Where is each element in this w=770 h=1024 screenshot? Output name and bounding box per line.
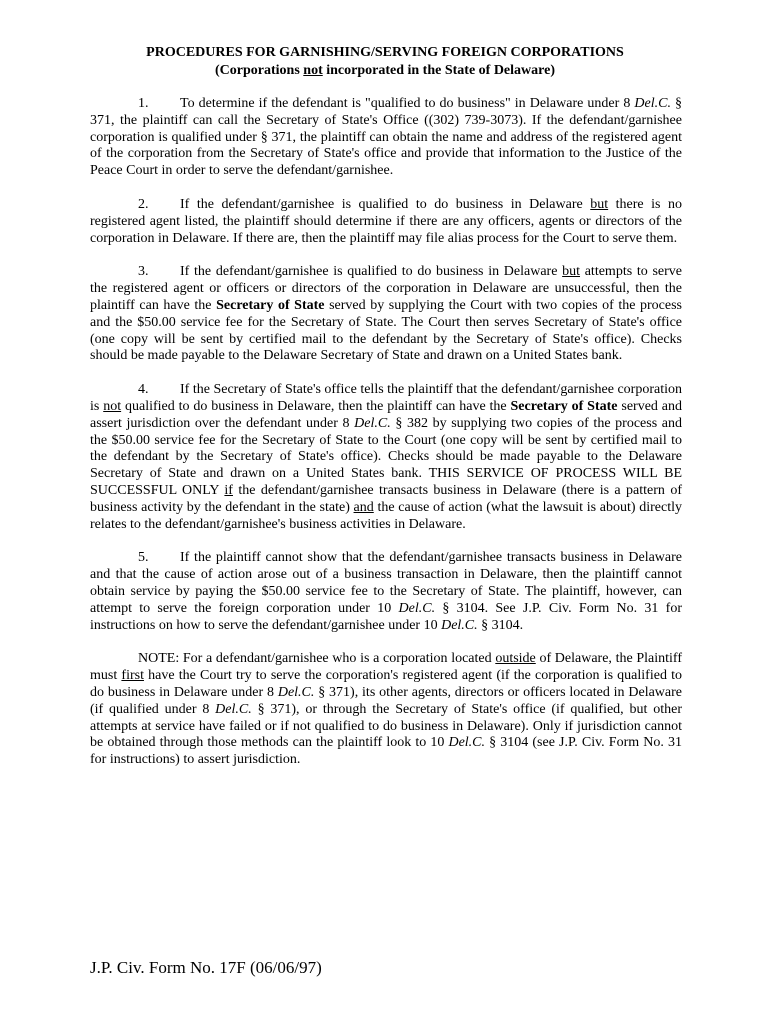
document-title (0, 44, 770, 80)
paragraph-text-segment: If the defendant/garnishee is qualified to do business in Delaware (180, 264, 563, 280)
paragraph-text-segment: Secretary of State (510, 398, 618, 414)
paragraph-text-segment: have the Court try to serve the corporation's registered agent (if the corporation is qualified to do business in Delaware under 8 (90, 668, 682, 700)
paragraph-text-segment: and (353, 499, 374, 515)
paragraph-text-segment: of Delaware, the Plaintiff must (90, 651, 682, 684)
paragraph-1 (90, 96, 682, 180)
paragraph-2 (90, 197, 682, 247)
paragraph-text-segment: the cause of action (what the lawsuit is about) directly relates to the defendant/garnishee's business activities in Delaware. (90, 499, 682, 532)
paragraph-text-segment: If the plaintiff cannot show that the defendant/garnishee transacts business in Delaware and that the cause of action arose out of a business transaction in Delaware, then the plaintiff cannot obtain service by paying the $50.00 service fee to the Secretary of State. The plaintiff, however, can attempt to serve the foreign corporation under 10 (90, 550, 682, 616)
paragraph-text-segment: § 3104. See J.P. Civ. Form No. 31 for instructions on how to serve the defendant/garnishee under 10 (90, 600, 682, 633)
paragraph-text-segment: To determine if the defendant is "qualified to do business" in Delaware under 8 (180, 96, 635, 111)
paragraph-text-segment: § 382 by supplying two copies of the process and the $50.00 service fee for the Secretary of State to the Court (one copy will be sent by certified mail to the defendant by the Secretary of State's office). Checks should be made payable to the Delaware Secretary of State and drawn on a United States bank. THIS SERVICE OF PROCESS WILL BE SUCCESSFUL ONLY (90, 415, 682, 498)
paragraph-text-segment: Del.C. (277, 684, 315, 700)
paragraph-text-segment: qualified to do business in Delaware, then the plaintiff can have the (121, 398, 511, 414)
paragraph-text-segment: If the Secretary of State's office tells the plaintiff that the defendant/garnishee corporation is (90, 382, 682, 414)
paragraph-text-segment: but (590, 196, 609, 212)
paragraph-text-segment: § 371, the plaintiff can call the Secretary of State's Office ((302) 739-3073). If the defendant/garnishee corporation is qualified under § 371, the plaintiff can obtain the name and address of the registered agent of the corporation from the Secretary of State's office and provide that information to the Justice of the Peace Court in order to serve the defendant/garnishee. (90, 96, 683, 179)
paragraph-text-segment: Del.C. (448, 735, 486, 751)
paragraph-text-segment: there is no registered agent listed, the plaintiff should determine if there are any officers, agents or directors of the corporation in Delaware. If there are, then the plaintiff may file alias process for the Court to serve them. (90, 196, 682, 246)
paragraph-text-segment: Del.C. (215, 701, 252, 717)
paragraph-text-segment: served and assert jurisdiction over the defendant under 8 (90, 398, 683, 431)
paragraph-text-segment: not (103, 398, 122, 414)
title-emphasis-not: not (303, 63, 323, 78)
paragraph-number: 1. (138, 96, 149, 111)
paragraph-text-segment: Del.C. (354, 415, 391, 431)
paragraph-text-segment: § 371), or through the Secretary of State's office (if qualified, but other attempts at service have failed or if not qualified to do business in Delaware). Only if jurisdiction cannot be obtained through those methods can the plaintiff look to 10 (90, 701, 682, 751)
paragraph-text-segment: Del.C. (634, 96, 671, 111)
paragraph-text-segment: § 371), its other agents, directors or officers located in Delaware (if qualified under 8 (90, 684, 683, 717)
document-body (90, 96, 682, 786)
note-paragraph (90, 651, 682, 769)
paragraph-text-segment: but (562, 264, 581, 280)
paragraph-text-segment: first (121, 668, 144, 684)
form-number-footer: J.P. Civ. Form No. 17F (06/06/97) (90, 958, 322, 977)
title-line-2: (Corporations not incorporated in the State of Delaware) (215, 63, 555, 78)
paragraph-text-segment: attempts to serve the registered agent or officers or directors of the corporation in Delaware are unsuccessful, then the plaintiff can have the (90, 264, 682, 313)
paragraph-text-segment: Del.C. (398, 600, 436, 616)
paragraph-text-segment: Secretary of State (216, 297, 325, 313)
paragraph-text-segment: If the defendant/garnishee is qualified to do business in Delaware (180, 196, 591, 212)
paragraph-number: 2. (138, 196, 149, 212)
paragraph-3 (90, 264, 682, 365)
paragraph-text-segment: Del.C. (441, 617, 478, 633)
paragraph-number: 5. (138, 550, 149, 566)
paragraph-number: 4. (138, 382, 149, 398)
paragraph-text-segment: if (224, 482, 233, 498)
paragraph-5 (90, 550, 682, 634)
paragraph-text-segment: served by supplying the Court with two copies of the process and the $50.00 service fee for the Secretary of State. The Court then serves Secretary of State's office (one copy will be sent by certified mail to the defendant by the Secretary of State's office). Checks should be made payable to the Delaware Secretary of State and drawn on a United States bank. (90, 297, 682, 364)
paragraph-text-segment: § 3104 (see J.P. Civ. Form No. 31 for instructions) to assert jurisdiction. (90, 735, 682, 768)
paragraph-text-segment: the defendant/garnishee transacts business in Delaware (there is a pattern of business activity by the defendant in the state) (90, 482, 683, 515)
paragraph-number: 3. (138, 264, 149, 280)
paragraph-4 (90, 382, 682, 533)
paragraph-text-segment: § 3104. (477, 617, 524, 633)
paragraph-text-segment: outside (495, 651, 536, 667)
title-line-1: PROCEDURES FOR GARNISHING/SERVING FOREIGN CORPORATIONS (146, 45, 624, 60)
paragraph-text-segment: NOTE: For a defendant/garnishee who is a corporation located (138, 651, 496, 667)
